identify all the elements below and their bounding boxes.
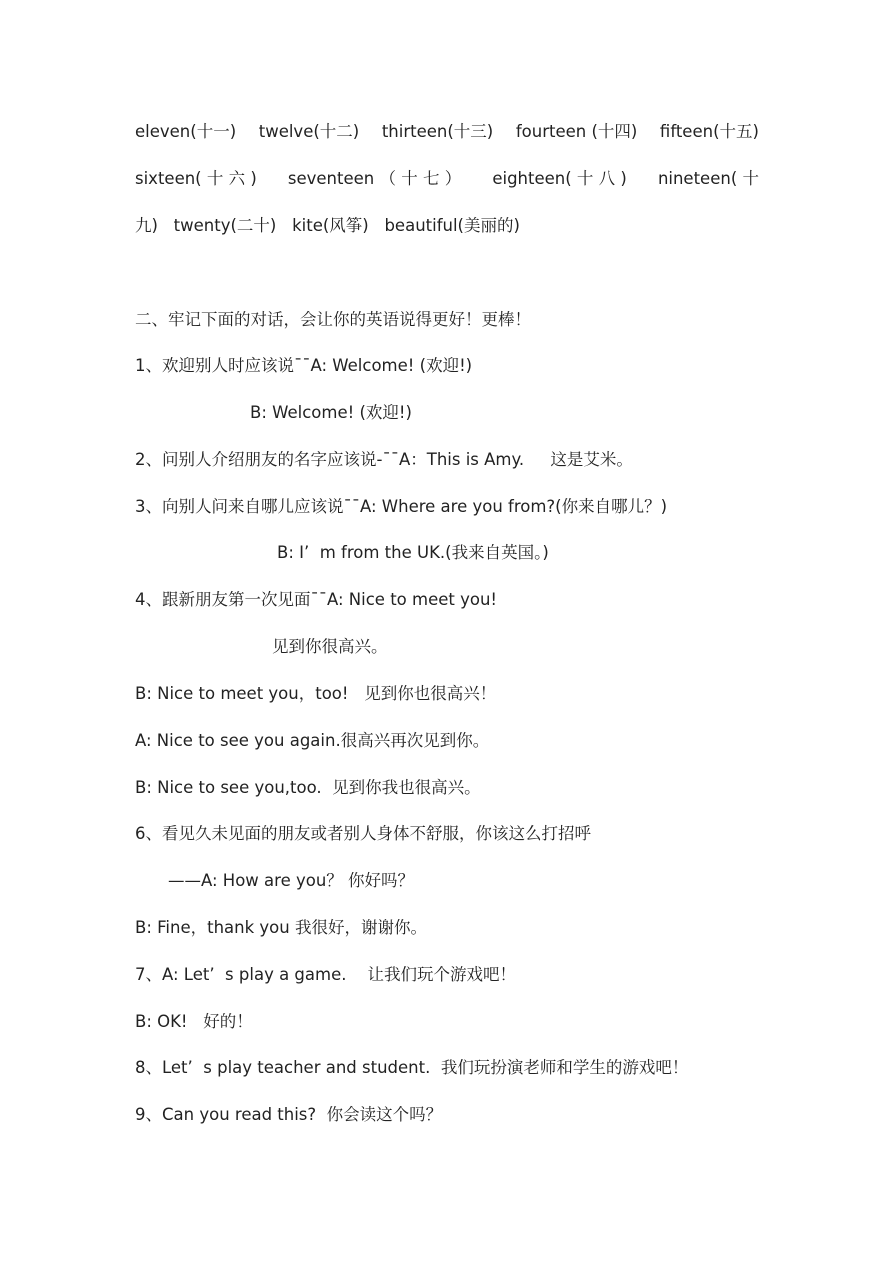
dialogue-line: A: Nice to see you again.很高兴再次见到你。: [135, 731, 490, 750]
dialogue-line: 7、A: Let’ s play a game. 让我们玩个游戏吧！: [135, 965, 516, 984]
dialogue-line: B: Nice to see you,too. 见到你我也很高兴。: [135, 778, 481, 797]
vocab-word: fourteen (十四): [515, 122, 638, 141]
dialogue-line: 2、问别人介绍朋友的名字应该说-¯¯A：This is Amy. 这是艾米。: [135, 450, 633, 469]
dialogue-line: B: Fine，thank you 我很好，谢谢你。: [135, 918, 427, 937]
dialogue-line: B: OK! 好的！: [135, 1012, 253, 1031]
vocab-word: seventeen （ 十 七 ）: [287, 169, 462, 188]
section-heading: 二、牢记下面的对话，会让你的英语说得更好！更棒！: [135, 310, 531, 329]
dialogue-line: 见到你很高兴。: [272, 637, 388, 656]
dialogue-line: B: Nice to meet you，too! 见到你也很高兴！: [135, 684, 497, 703]
vocab-word: eleven(十一): [135, 122, 237, 141]
vocab-word: eighteen( 十 八 ): [492, 169, 627, 188]
dialogue-line: 6、看见久未见面的朋友或者别人身体不舒服，你该这么打招呼: [135, 824, 591, 843]
vocab-word: nineteen( 十: [657, 169, 759, 188]
vocab-word: fifteen(十五): [659, 122, 759, 141]
vocab-word: thirteen(十三): [381, 122, 494, 141]
vocab-word: sixteen( 十 六 ): [135, 169, 257, 188]
dialogue-line: 1、欢迎别人时应该说¯¯A: Welcome! (欢迎!): [135, 356, 473, 375]
vocab-row-3: 九) twenty(二十) kite(风筝) beautiful(美丽的): [135, 216, 520, 235]
vocab-row-1: [135, 121, 759, 143]
vocab-word: twelve(十二): [258, 122, 360, 141]
dialogue-line: 9、Can you read this? 你会读这个吗？: [135, 1105, 443, 1124]
dialogue-line: B: I’ m from the UK.(我来自英国。): [277, 543, 549, 562]
dialogue-line: 4、跟新朋友第一次见面¯¯A: Nice to meet you!: [135, 590, 498, 609]
dialogue-line: 3、向别人问来自哪儿应该说¯¯A: Where are you from?(你来自哪儿？): [135, 497, 668, 516]
dialogue-line: ——A: How are you？ 你好吗？: [168, 871, 415, 890]
dialogue-line: B: Welcome! (欢迎!): [250, 403, 412, 422]
vocab-row-2: [135, 168, 759, 190]
dialogue-line: 8、Let’ s play teacher and student. 我们玩扮演老师和学生的游戏吧！: [135, 1058, 689, 1077]
